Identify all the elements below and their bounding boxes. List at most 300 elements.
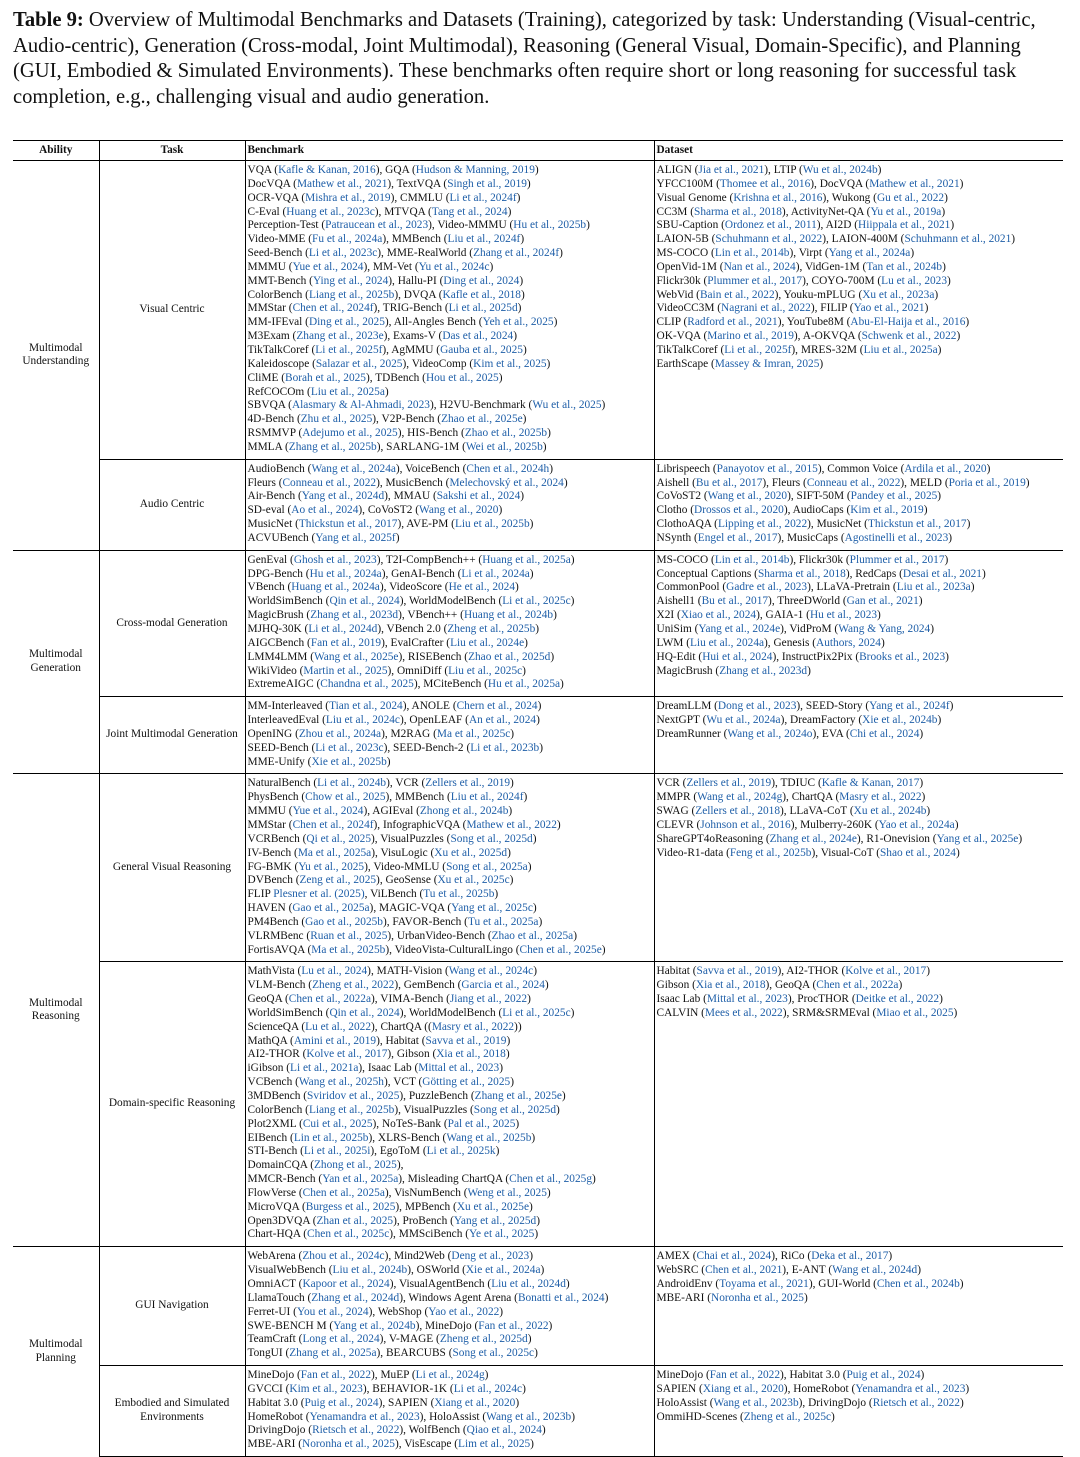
citation-link[interactable]: Zhang et al., 2025a <box>289 1347 377 1360</box>
citation-link[interactable]: Hui et al., 2024 <box>702 650 773 663</box>
citation-link[interactable]: Chi et al., 2024 <box>849 727 920 740</box>
citation-link[interactable]: Xu et al., 2023a <box>862 288 935 301</box>
citation-link[interactable]: Kim et al., 2019 <box>850 504 924 517</box>
citation-link[interactable]: Hu et al., 2024a <box>309 567 382 580</box>
citation-link[interactable]: Nan et al., 2024 <box>723 260 796 273</box>
citation-link[interactable]: Plummer et al., 2017 <box>849 553 945 566</box>
dataset-entry: VideoCC3M (Nagrani et al., 2022), FILIP (Yao et al., 2021) <box>656 302 929 315</box>
citation-link[interactable]: Xiang et al., 2020 <box>702 1382 784 1395</box>
benchmark-entry: MagicBrush (Zhang et al., 2023d), VBench++ (Huang et al., 2024b) <box>247 609 557 622</box>
citation-link[interactable]: Poria et al., 2019 <box>948 476 1026 489</box>
citation-link[interactable]: Conneau et al., 2022 <box>282 476 377 489</box>
citation-link[interactable]: Li et al., 2024a <box>461 567 530 580</box>
citation-link[interactable]: Wu et al., 2025 <box>532 399 602 412</box>
citation-link[interactable]: Bu et al., 2017 <box>695 476 763 489</box>
dataset-entry: Gibson (Xia et al., 2018), GeoQA (Chen et al., 2022a) <box>656 979 903 992</box>
citation-link[interactable]: Brooks et al., 2023 <box>859 650 946 663</box>
citation-link[interactable]: Li et al., 2025i <box>303 1145 371 1158</box>
citation-link[interactable]: Melechovský et al., 2024 <box>449 476 564 489</box>
citation-link[interactable]: Tan et al., 2024b <box>866 260 943 273</box>
citation-link[interactable]: He et al., 2024 <box>448 581 516 594</box>
citation-link[interactable]: Lin et al., 2014b <box>714 553 790 566</box>
citation-link[interactable]: Zheng et al., 2025d <box>439 1333 528 1346</box>
citation-link[interactable]: Wang et al., 2023b <box>713 1396 799 1409</box>
citation-link[interactable]: Sharma et al., 2018 <box>757 567 846 580</box>
citation-link[interactable]: Wang et al., 2025b <box>446 1131 532 1144</box>
citation-link[interactable]: Zhao et al., 2025d <box>468 650 551 663</box>
citation-link[interactable]: Yu et al., 2024c <box>418 260 490 273</box>
citation-link[interactable]: Adejumo et al., 2025 <box>302 427 398 440</box>
citation-link[interactable]: Wang et al., 2024c <box>448 965 534 978</box>
citation-link[interactable]: Fu et al., 2024a <box>312 233 383 246</box>
dataset-entry: CommonPool (Gadre et al., 2023), LLaVA-Pretrain (Liu et al., 2023a) <box>656 581 975 594</box>
citation-link[interactable]: Wang et al., 2025h <box>298 1076 384 1089</box>
citation-link[interactable]: Yu et al., 2019a <box>870 205 942 218</box>
citation-link[interactable]: Hiippala et al., 2021 <box>858 219 951 232</box>
citation-link[interactable]: Ying et al., 2024 <box>312 274 389 287</box>
citation-link[interactable]: Lu et al., 2022 <box>305 1020 371 1033</box>
citation-link[interactable]: Xu et al., 2025c <box>437 874 510 887</box>
citation-link[interactable]: Wu et al., 2024a <box>706 714 781 727</box>
dataset-entry: SWAG (Zellers et al., 2018), LLaVA-CoT (Xu et al., 2024b) <box>656 805 931 818</box>
citation-link[interactable]: Savva et al., 2019 <box>696 965 778 978</box>
citation-link[interactable]: Li et al., 2024d <box>308 623 378 635</box>
citation-link[interactable]: Lim et al., 2025 <box>458 1438 531 1451</box>
citation-link[interactable]: Liang et al., 2025b <box>308 1103 395 1116</box>
citation-link[interactable]: Thickstun et al., 2017 <box>867 518 967 531</box>
citation-link[interactable]: Patraucean et al., 2023 <box>325 219 429 232</box>
benchmark-entry: NaturalBench (Li et al., 2024b), VCR (Zellers et al., 2019) <box>247 777 514 790</box>
citation-link[interactable]: Deka et al., 2017 <box>811 1250 889 1263</box>
citation-link[interactable]: Zhao et al., 2025b <box>464 427 548 440</box>
citation-link[interactable]: Schwenk et al., 2022 <box>861 330 957 343</box>
citation-link[interactable]: Radford et al., 2021 <box>687 316 778 329</box>
citation-link[interactable]: Liu et al., 2024e <box>450 636 525 649</box>
citation-link[interactable]: Ghosh et al., 2023 <box>293 553 377 566</box>
citation-link[interactable]: Zhong et al., 2024b <box>419 805 509 818</box>
citation-link[interactable]: Xu et al., 2025e <box>456 1200 529 1213</box>
citation-link[interactable]: Noronha et al., 2025 <box>711 1291 804 1304</box>
citation-link[interactable]: Tu et al., 2025b <box>423 888 495 901</box>
citation-link[interactable]: Li et al., 2023b <box>470 741 540 754</box>
citation-link[interactable]: Zeng et al., 2025 <box>299 874 377 887</box>
dataset-entry: MMPR (Wang et al., 2024g), ChartQA (Masry et al., 2022) <box>656 791 926 804</box>
benchmark-entry: OmniACT (Kapoor et al., 2024), VisualAgentBench (Liu et al., 2024d) <box>247 1277 570 1290</box>
citation-link[interactable]: Yue et al., 2024 <box>292 260 364 273</box>
citation-link[interactable]: Chow et al., 2025 <box>305 791 386 804</box>
citation-link[interactable]: Liu et al., 2024c <box>325 714 400 727</box>
citation-link[interactable]: Fan et al., 2019 <box>310 636 382 649</box>
citation-link[interactable]: Yu et al., 2025 <box>298 860 365 873</box>
citation-link[interactable]: Ardila et al., 2020 <box>904 462 987 475</box>
citation-link[interactable]: Zhang et al., 2023d <box>719 664 808 677</box>
citation-link[interactable]: Liang et al., 2025b <box>308 288 395 301</box>
citation-link[interactable]: Kim et al., 2023 <box>289 1382 363 1395</box>
citation-link[interactable]: Thomee et al., 2016 <box>719 177 811 190</box>
citation-link[interactable]: Desai et al., 2021 <box>902 567 982 580</box>
citation-link[interactable]: Zhou et al., 2024a <box>298 727 382 740</box>
citation-link[interactable]: Hu et al., 2023 <box>809 609 878 622</box>
benchmark-entry: HomeRobot (Yenamandra et al., 2023), HoloAssist (Wang et al., 2023b) <box>247 1410 576 1423</box>
citation-link[interactable]: Li et al., 2023c <box>308 247 378 260</box>
citation-link[interactable]: Liu et al., 2023a <box>896 581 971 594</box>
citation-link[interactable]: Liu et al., 2025a <box>310 385 385 398</box>
citation-link[interactable]: Gauba et al., 2025 <box>440 343 523 356</box>
citation-link[interactable]: Tian et al., 2024 <box>329 700 403 713</box>
citation-link[interactable]: Tu et al., 2025a <box>467 915 539 928</box>
citation-link[interactable]: Kolve et al., 2017 <box>306 1048 388 1061</box>
dataset-cell <box>654 550 1063 696</box>
citation-link[interactable]: Wang et al., 2020 <box>419 504 499 517</box>
citation-link[interactable]: Engel et al., 2017 <box>697 531 778 544</box>
citation-link[interactable]: Ordonez et al., 2011 <box>724 219 817 232</box>
citation-link[interactable]: Chen et al., 2025a <box>302 1186 385 1199</box>
citation-link[interactable]: Wang et al., 2023b <box>486 1410 572 1423</box>
citation-link[interactable]: Xiao et al., 2024 <box>680 609 757 622</box>
citation-link[interactable]: Hudson & Manning, 2019 <box>415 164 535 176</box>
citation-link[interactable]: Xie et al., 2025b <box>311 755 387 768</box>
citation-link[interactable]: Chen et al., 2022a <box>288 993 372 1006</box>
citation-link[interactable]: Zhang et al., 2024d <box>311 1291 400 1304</box>
citation-link[interactable]: Ye et al., 2025 <box>469 1228 535 1241</box>
citation-link[interactable]: Kafle & Kanan, 2016 <box>278 164 376 176</box>
citation-link[interactable]: Wang et al., 2025e <box>314 650 399 663</box>
citation-link[interactable]: Salazar et al., 2025 <box>315 357 403 370</box>
citation-link[interactable]: Wang & Yang, 2024 <box>838 623 931 635</box>
citation-link[interactable]: Li et al., 2021a <box>290 1062 359 1075</box>
citation-link[interactable]: Wang et al., 2024a <box>311 462 396 475</box>
citation-link[interactable]: Zhang et al., 2024e <box>769 832 857 845</box>
citation-link[interactable]: Nagrani et al., 2022 <box>721 302 811 315</box>
citation-link[interactable]: Pal et al., 2025 <box>447 1117 516 1130</box>
citation-link[interactable]: Yang et al., 2024e <box>698 623 781 635</box>
citation-link[interactable]: Wang et al., 2024d <box>832 1264 918 1277</box>
citation-link[interactable]: Ma et al., 2025b <box>311 943 386 956</box>
citation-link[interactable]: Li et al., 2025f <box>315 343 383 356</box>
citation-link[interactable]: Fan et al., 2022 <box>709 1369 781 1382</box>
benchmark-cell <box>245 962 654 1247</box>
citation-link[interactable]: Liu et al., 2024d <box>491 1277 566 1290</box>
citation-link[interactable]: Zhao et al., 2025a <box>491 929 574 942</box>
citation-link[interactable]: Thickstun et al., 2017 <box>298 518 398 531</box>
citation-link[interactable]: Mittal et al., 2023 <box>706 993 788 1006</box>
citation-link[interactable]: Puig et al., 2024 <box>304 1396 379 1409</box>
citation-link[interactable]: Zhou et al., 2024c <box>302 1250 385 1263</box>
citation-link[interactable]: Zhang et al., 2023e <box>296 330 384 343</box>
citation-link[interactable]: Krishna et al., 2016 <box>733 191 823 204</box>
citation-link[interactable]: Li et al., 2024b <box>317 777 387 790</box>
citation-link[interactable]: Liu et al., 2025b <box>454 518 530 531</box>
citation-link[interactable]: Sakshi et al., 2024 <box>436 490 521 503</box>
citation-link[interactable]: Yeh et al., 2025 <box>482 316 554 329</box>
citation-link[interactable]: Abu-El-Haija et al., 2016 <box>850 316 966 329</box>
citation-link[interactable]: Tang et al., 2024 <box>431 205 508 218</box>
citation-link[interactable]: Bain et al., 2022 <box>699 288 775 301</box>
citation-link[interactable]: Yao et al., 2024a <box>878 818 955 831</box>
citation-link[interactable]: Huang et al., 2025a <box>482 553 571 566</box>
citation-link[interactable]: Lin et al., 2025b <box>293 1131 369 1144</box>
citation-link[interactable]: Li et al., 2025d <box>448 302 518 315</box>
citation-link[interactable]: Marino et al., 2019 <box>707 330 794 343</box>
citation-link[interactable]: Yenamandra et al., 2023 <box>855 1382 966 1395</box>
dataset-entry: Conceptual Captions (Sharma et al., 2018), RedCaps (Desai et al., 2021) <box>656 567 986 580</box>
citation-link[interactable]: Chen et al., 2022a <box>816 979 899 992</box>
citation-link[interactable]: Xia et al., 2018 <box>695 979 766 992</box>
citation-link[interactable]: Deng et al., 2023 <box>451 1250 530 1263</box>
citation-link[interactable]: Huang et al., 2024a <box>291 581 380 594</box>
citation-link[interactable]: Mathew et al., 2022 <box>466 818 557 831</box>
citation-link[interactable]: Kim et al., 2025 <box>473 357 547 370</box>
citation-link[interactable]: Johnson et al., 2016 <box>700 818 791 831</box>
citation-link[interactable]: Liu et al., 2024f <box>450 791 524 804</box>
citation-link[interactable]: Zheng et al., 2025c <box>743 1410 832 1423</box>
citation-link[interactable]: Yang et al., 2025d <box>453 1214 537 1227</box>
citation-link[interactable]: Lu et al., 2023 <box>881 274 948 287</box>
citation-link[interactable]: Chern et al., 2024 <box>456 700 538 713</box>
citation-link[interactable]: Jia et al., 2021 <box>698 164 765 176</box>
citation-link[interactable]: Chen et al., 2025e <box>519 943 602 956</box>
citation-link[interactable]: Yang et al., 2024d <box>301 490 385 503</box>
citation-link[interactable]: Qin et al., 2024 <box>329 1006 400 1019</box>
citation-link[interactable]: Plummer et al., 2017 <box>707 274 803 287</box>
citation-link[interactable]: Yue et al., 2024 <box>292 805 364 818</box>
citation-link[interactable]: Schuhmann et al., 2022 <box>715 233 823 246</box>
citation-link[interactable]: Xie et al., 2024b <box>862 714 938 727</box>
citation-link[interactable]: Liu et al., 2025a <box>863 343 938 356</box>
citation-link[interactable]: Authors, 2024 <box>816 636 881 649</box>
citation-link[interactable]: Mishra et al., 2019 <box>305 191 391 204</box>
citation-link[interactable]: Song et al., 2025d <box>473 1103 557 1116</box>
citation-link[interactable]: Masry et al., 2022 <box>839 791 922 804</box>
citation-link[interactable]: Hu et al., 2025b <box>513 219 587 232</box>
citation-link[interactable]: Chai et al., 2024 <box>696 1250 772 1263</box>
citation-link[interactable]: Gu et al., 2022 <box>876 191 945 204</box>
citation-link[interactable]: Feng et al., 2025b <box>729 846 812 859</box>
citation-link[interactable]: Li et al., 2023c <box>315 741 384 754</box>
citation-link[interactable]: Zellers et al., 2018 <box>695 805 781 818</box>
citation-link[interactable]: Qin et al., 2024 <box>329 595 400 608</box>
dataset-cell <box>654 1366 1063 1457</box>
citation-link[interactable]: Gadre et al., 2023 <box>726 581 808 594</box>
citation-link[interactable]: Sviridov et al., 2025 <box>307 1090 400 1102</box>
citation-link[interactable]: Chen et al., 2024f <box>292 302 374 315</box>
citation-link[interactable]: Mathew et al., 2021 <box>296 177 388 190</box>
citation-link[interactable]: Song et al., 2025c <box>452 1347 535 1360</box>
citation-link[interactable]: Burgess et al., 2025 <box>305 1200 396 1213</box>
citation-link[interactable]: Kolve et al., 2017 <box>845 965 927 978</box>
citation-link[interactable]: Zhan et al., 2025 <box>316 1214 394 1227</box>
citation-link[interactable]: Chen et al., 2024f <box>292 818 374 831</box>
citation-link[interactable]: Li et al., 2025c <box>502 1006 571 1019</box>
citation-link[interactable]: Yang et al., 2025c <box>451 902 533 915</box>
citation-link[interactable]: Miao et al., 2025 <box>876 1006 954 1019</box>
citation-link[interactable]: Zhong et al., 2025 <box>313 1159 397 1172</box>
citation-link[interactable]: Wu et al., 2024b <box>802 164 878 176</box>
citation-link[interactable]: Lu et al., 2024 <box>301 965 368 978</box>
citation-link[interactable]: Götting et al., 2025 <box>422 1076 511 1089</box>
citation-link[interactable]: Ding et al., 2024 <box>443 274 520 287</box>
benchmark-entry: DocVQA (Mathew et al., 2021), TextVQA (Singh et al., 2019) <box>247 177 531 190</box>
citation-link[interactable]: Li et al., 2025c <box>502 595 571 608</box>
citation-link[interactable]: Huang et al., 2024b <box>463 609 554 622</box>
citation-link[interactable]: Chen et al., 2024b <box>876 1277 960 1290</box>
citation-link[interactable]: Zhang et al., 2024f <box>473 247 560 260</box>
citation-link[interactable]: Zellers et al., 2019 <box>686 777 772 790</box>
citation-link[interactable]: Li et al., 2025k <box>426 1145 496 1158</box>
citation-link[interactable]: Panayotov et al., 2015 <box>716 462 818 475</box>
citation-link[interactable]: Liu et al., 2025c <box>448 664 523 677</box>
citation-link[interactable]: Lin et al., 2014b <box>714 247 790 260</box>
citation-link[interactable]: Kafle et al., 2018 <box>442 288 521 301</box>
citation-link[interactable]: Masry et al., 2022 <box>431 1020 515 1033</box>
citation-link[interactable]: Noronha et al., 2025 <box>302 1438 395 1451</box>
citation-link[interactable]: Yang et al., 2025e <box>936 832 1019 845</box>
citation-link[interactable]: Bu et al., 2017 <box>701 595 769 608</box>
citation-link[interactable]: Liu et al., 2024a <box>690 636 765 649</box>
citation-link[interactable]: Qi et al., 2025 <box>306 832 372 845</box>
citation-link[interactable]: Wang et al., 2024g <box>697 791 783 804</box>
citation-link[interactable]: Yao et al., 2021 <box>853 302 925 315</box>
citation-link[interactable]: An et al., 2024 <box>468 714 537 727</box>
benchmark-entry: GeoQA (Chen et al., 2022a), VIMA-Bench (Jiang et al., 2022) <box>247 993 531 1006</box>
citation-link[interactable]: Ma et al., 2025a <box>297 846 372 859</box>
dataset-entry: CoVoST2 (Wang et al., 2020), SIFT-50M (Pandey et al., 2025) <box>656 490 942 503</box>
benchmark-entry: HAVEN (Gao et al., 2025a), MAGIC-VQA (Yang et al., 2025c) <box>247 902 537 915</box>
citation-link[interactable]: Das et al., 2024 <box>442 330 514 343</box>
citation-link[interactable]: Conneau et al., 2022 <box>806 476 901 489</box>
citation-link[interactable]: Chandna et al., 2025 <box>320 678 414 691</box>
citation-link[interactable]: Ding et al., 2025 <box>308 316 385 329</box>
citation-link[interactable]: Yenamandra et al., 2023 <box>309 1410 420 1423</box>
citation-link[interactable]: Xia et al., 2018 <box>436 1048 506 1061</box>
citation-link[interactable]: Toyama et al., 2021 <box>719 1277 809 1290</box>
citation-link[interactable]: Puig et al., 2024 <box>846 1369 921 1382</box>
citation-link[interactable]: Mees et al., 2022 <box>704 1006 783 1019</box>
citation-link[interactable]: Gao et al., 2025a <box>292 902 370 915</box>
benchmark-entry: FlowVerse (Chen et al., 2025a), VisNumBench (Weng et al., 2025) <box>247 1186 551 1199</box>
citation-link[interactable]: Chen et al., 2021 <box>705 1264 783 1277</box>
citation-link[interactable]: Agostinelli et al., 2023 <box>844 531 949 544</box>
citation-link[interactable]: Martin et al., 2025 <box>303 664 388 677</box>
citation-link[interactable]: Garcia et al., 2024 <box>461 979 545 992</box>
citation-link[interactable]: Wang et al., 2024o <box>727 727 813 740</box>
citation-link[interactable]: Long et al., 2024 <box>302 1333 380 1346</box>
citation-link[interactable]: Rietsch et al., 2022 <box>312 1424 400 1437</box>
citation-link[interactable]: Zhao et al., 2025e <box>441 413 523 426</box>
citation-link[interactable]: Kafle & Kanan, 2017 <box>821 777 920 790</box>
citation-link[interactable]: Ruan et al., 2025 <box>310 929 388 942</box>
citation-link[interactable]: Plesner et al. (2025) <box>273 888 365 901</box>
citation-link[interactable]: Kapoor et al., 2024 <box>302 1277 390 1290</box>
citation-link[interactable]: Xu et al., 2025d <box>434 846 508 859</box>
citation-link[interactable]: Liu et al., 2024b <box>332 1264 408 1277</box>
citation-link[interactable]: Shao et al., 2024 <box>880 846 956 859</box>
citation-link[interactable]: Pandey et al., 2025 <box>850 490 938 503</box>
citation-link[interactable]: Bonatti et al., 2024 <box>517 1291 605 1304</box>
citation-link[interactable]: Li et al., 2025f <box>724 343 792 356</box>
citation-link[interactable]: Xu et al., 2024b <box>853 805 927 818</box>
citation-link[interactable]: Wang et al., 2020 <box>707 490 788 503</box>
citation-link[interactable]: Xie et al., 2024a <box>465 1264 541 1277</box>
citation-link[interactable]: Zheng et al., 2025b <box>447 623 536 635</box>
citation-link[interactable]: Huang et al., 2023c <box>286 205 375 218</box>
citation-link[interactable]: Xiang et al., 2020 <box>434 1396 516 1409</box>
citation-link[interactable]: Chen et al., 2025c <box>307 1228 390 1241</box>
citation-link[interactable]: Ao et al., 2024 <box>291 504 359 517</box>
citation-link[interactable]: Li et al., 2024g <box>415 1369 485 1382</box>
dataset-entry: WebVid (Bain et al., 2022), Youku-mPLUG (Xu et al., 2023a) <box>656 288 939 301</box>
citation-link[interactable]: Chen et al., 2025g <box>509 1173 592 1186</box>
benchmark-entry: Open3DVQA (Zhan et al., 2025), ProBench (Yang et al., 2025d) <box>247 1214 541 1227</box>
citation-link[interactable]: Deitke et al., 2022 <box>855 993 940 1006</box>
citation-link[interactable]: Ma et al., 2025c <box>436 727 511 740</box>
citation-link[interactable]: Mathew et al., 2021 <box>869 177 960 190</box>
citation-link[interactable]: Song et al., 2025d <box>450 832 533 845</box>
benchmark-entry: Plot2XML (Cui et al., 2025), NoTeS-Bank (Pal et al., 2025) <box>247 1117 520 1130</box>
citation-link[interactable]: Zellers et al., 2019 <box>425 777 511 790</box>
citation-link[interactable]: Li et al., 2024c <box>453 1382 523 1395</box>
citation-link[interactable]: Yan et al., 2025a <box>322 1173 399 1186</box>
citation-link[interactable]: Weng et al., 2025 <box>467 1186 547 1199</box>
citation-link[interactable]: Hu et al., 2025a <box>487 678 561 691</box>
citation-link[interactable]: Zhang et al., 2025b <box>288 440 377 453</box>
benchmark-entry: AudioBench (Wang et al., 2024a), VoiceBench (Chen et al., 2024h) <box>247 462 554 475</box>
citation-link[interactable]: Zhang et al., 2023d <box>310 609 399 622</box>
citation-link[interactable]: You et al., 2024 <box>296 1305 369 1318</box>
citation-link[interactable]: Schuhmann et al., 2021 <box>904 233 1012 246</box>
citation-link[interactable]: Li et al., 2024f <box>449 191 517 204</box>
citation-link[interactable]: Liu et al., 2024f <box>447 233 521 246</box>
benchmark-entry: CliME (Borah et al., 2025), TDBench (Hou et al., 2025) <box>247 371 503 384</box>
citation-link[interactable]: Fan et al., 2022 <box>478 1319 549 1332</box>
citation-link[interactable]: Zhang et al., 2025e <box>474 1090 562 1102</box>
citation-link[interactable]: Amini et al., 2019 <box>293 1034 377 1047</box>
citation-link[interactable]: Singh et al., 2019 <box>447 177 527 190</box>
citation-link[interactable]: Song et al., 2025a <box>446 860 528 873</box>
citation-link[interactable]: Rietsch et al., 2022 <box>872 1396 960 1409</box>
citation-link[interactable]: Yang et al., 2024a <box>828 247 911 260</box>
citation-link[interactable]: Wei et al., 2025b <box>465 440 543 453</box>
citation-link[interactable]: Zheng et al., 2022 <box>312 979 395 992</box>
citation-link[interactable]: Zhu et al., 2025 <box>300 413 373 426</box>
citation-link[interactable]: Savva et al., 2019 <box>425 1034 507 1047</box>
citation-link[interactable]: Alasmary & Al-Ahmadi, 2023 <box>291 399 430 412</box>
citation-link[interactable]: Yao et al., 2022 <box>428 1305 500 1318</box>
citation-link[interactable]: Sharma et al., 2018 <box>694 205 782 218</box>
citation-link[interactable]: Jiang et al., 2022 <box>449 993 528 1006</box>
citation-link[interactable]: Borah et al., 2025 <box>285 371 366 384</box>
citation-link[interactable]: Dong et al., 2023 <box>717 700 797 713</box>
citation-link[interactable]: Qiao et al., 2024 <box>466 1424 542 1437</box>
citation-link[interactable]: Massey & Imran, 2025 <box>714 357 820 370</box>
citation-link[interactable]: Hou et al., 2025 <box>425 371 499 384</box>
citation-link[interactable]: Mittal et al., 2023 <box>418 1062 500 1075</box>
benchmark-entry: 4D-Bench (Zhu et al., 2025), V2P-Bench (Zhao et al., 2025e) <box>247 413 527 426</box>
citation-link[interactable]: Cui et al., 2025 <box>302 1117 373 1130</box>
citation-link[interactable]: Yang et al., 2024f <box>869 700 950 713</box>
citation-link[interactable]: Lipping et al., 2022 <box>717 518 808 531</box>
dataset-entry: OmmiHD-Scenes (Zheng et al., 2025c) <box>656 1410 835 1423</box>
citation-link[interactable]: Yang et al., 2024b <box>333 1319 416 1332</box>
citation-link[interactable]: Chen et al., 2024h <box>466 462 550 475</box>
citation-link[interactable]: Yang et al., 2025f <box>315 531 396 544</box>
citation-link[interactable]: Gao et al., 2025b <box>305 915 383 928</box>
citation-link[interactable]: Fan et al., 2022 <box>300 1369 372 1382</box>
benchmark-entry: DPG-Bench (Hu et al., 2024a), GenAI-Bench (Li et al., 2024a) <box>247 567 534 580</box>
citation-link[interactable]: Drossos et al., 2020 <box>694 504 784 517</box>
citation-link[interactable]: Gan et al., 2021 <box>846 595 919 608</box>
benchmark-entry: VQA (Kafle & Kanan, 2016), GQA (Hudson & Manning, 2019) <box>247 164 539 176</box>
